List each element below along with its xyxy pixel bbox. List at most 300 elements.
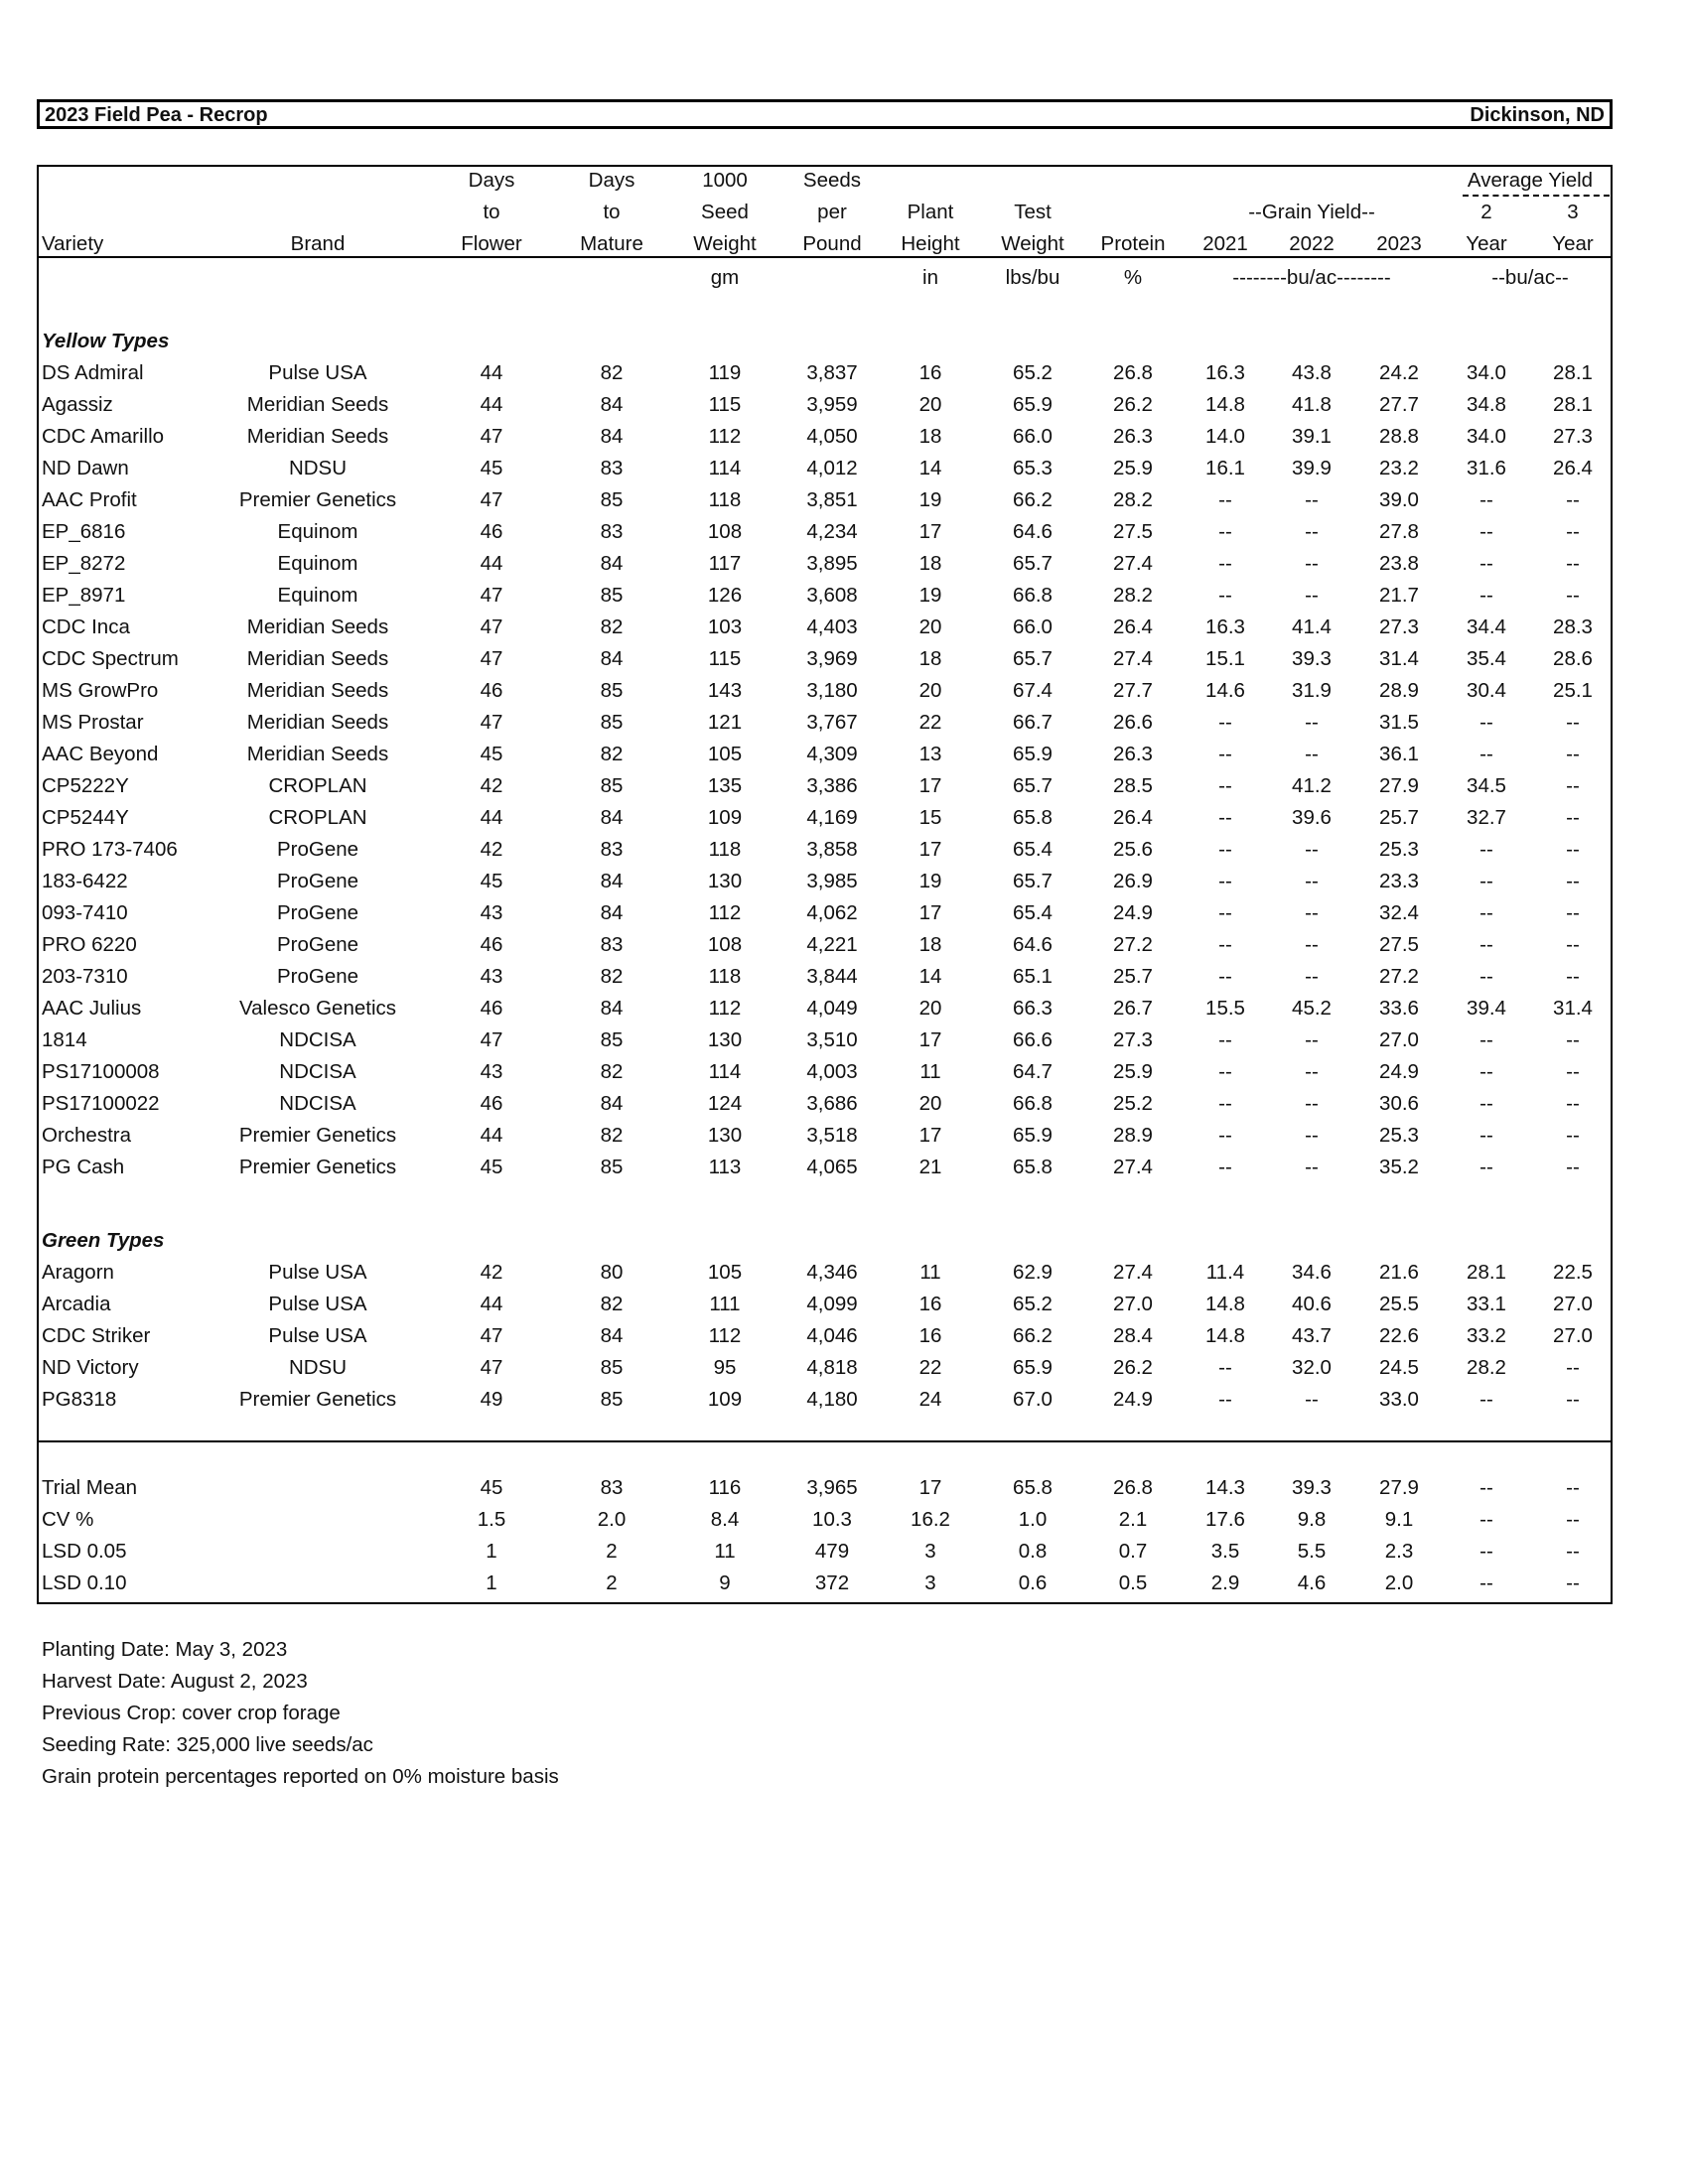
days-to-flower-cell: 47: [480, 1028, 503, 1051]
avg-2-year-cell: --: [1479, 1476, 1493, 1499]
test-weight-cell: 0.6: [1018, 1571, 1048, 1594]
variety-cell: 203-7310: [42, 965, 128, 988]
plant-height-cell: 20: [918, 615, 942, 638]
avg-2-year-cell: --: [1479, 743, 1493, 765]
yield-2021-cell: --: [1218, 552, 1232, 575]
variety-cell: Agassiz: [42, 393, 113, 416]
days-to-flower-cell: 46: [480, 933, 503, 956]
test-weight-cell: 64.6: [1013, 933, 1053, 956]
yield-2022-cell: --: [1305, 743, 1319, 765]
column-header: Days: [588, 169, 635, 192]
days-to-flower-cell: 44: [480, 361, 503, 384]
table-row: [0, 707, 1689, 739]
days-to-mature-cell: 2: [606, 1571, 618, 1594]
days-to-mature-cell: 82: [600, 361, 624, 384]
avg-3-year-cell: --: [1566, 1571, 1580, 1594]
test-weight-cell: 65.4: [1013, 901, 1053, 924]
plant-height-cell: 13: [918, 743, 942, 765]
variety-cell: CP5222Y: [42, 774, 129, 797]
seeds-per-pound-cell: 4,062: [806, 901, 858, 924]
test-weight-cell: 65.1: [1013, 965, 1053, 988]
yield-2022-cell: 39.9: [1292, 457, 1332, 479]
table-row: [0, 1088, 1689, 1120]
plant-height-cell: 20: [918, 679, 942, 702]
plant-height-cell: 16: [918, 361, 942, 384]
seeds-per-pound-cell: 4,234: [806, 520, 858, 543]
seeds-per-pound-cell: 4,309: [806, 743, 858, 765]
days-to-flower-cell: 44: [480, 806, 503, 829]
days-to-mature-cell: 84: [600, 806, 624, 829]
brand-cell: Meridian Seeds: [246, 615, 389, 638]
days-to-mature-cell: 82: [600, 615, 624, 638]
plant-height-cell: 19: [918, 584, 942, 607]
seeds-per-pound-cell: 4,003: [806, 1060, 858, 1083]
variety-cell: Trial Mean: [42, 1476, 138, 1499]
brand-cell: ProGene: [276, 870, 359, 892]
yield-2022-cell: 39.3: [1292, 647, 1332, 670]
test-weight-cell: 66.0: [1013, 425, 1053, 448]
yield-2022-cell: 9.8: [1297, 1508, 1327, 1531]
brand-cell: Equinom: [277, 584, 358, 607]
section-label: Yellow Types: [42, 330, 170, 352]
protein-cell: 27.5: [1113, 520, 1153, 543]
brand-cell: NDCISA: [279, 1092, 356, 1115]
avg-2-year-cell: 34.4: [1467, 615, 1506, 638]
variety-cell: CDC Spectrum: [42, 647, 179, 670]
brand-cell: ProGene: [276, 838, 359, 861]
days-to-flower-cell: 44: [480, 1293, 503, 1315]
days-to-flower-cell: 46: [480, 997, 503, 1020]
test-weight-cell: 65.4: [1013, 838, 1053, 861]
plant-height-cell: 17: [918, 1476, 942, 1499]
test-weight-cell: 66.2: [1013, 488, 1053, 511]
brand-cell: Meridian Seeds: [246, 743, 389, 765]
seed-weight-cell: 118: [708, 488, 742, 511]
avg-2-year-cell: 28.2: [1467, 1356, 1506, 1379]
avg-3-year-cell: --: [1566, 774, 1580, 797]
avg-2-year-cell: --: [1479, 1571, 1493, 1594]
days-to-mature-cell: 83: [600, 933, 624, 956]
yield-2021-cell: --: [1218, 1028, 1232, 1051]
variety-cell: AAC Profit: [42, 488, 137, 511]
yield-2022-cell: --: [1305, 488, 1319, 511]
protein-cell: 26.3: [1113, 425, 1153, 448]
avg-3-year-cell: 28.6: [1553, 647, 1593, 670]
seed-weight-cell: 108: [707, 933, 743, 956]
protein-cell: 25.2: [1113, 1092, 1153, 1115]
protein-cell: 0.5: [1118, 1571, 1148, 1594]
yield-2023-cell: 25.3: [1379, 838, 1419, 861]
days-to-mature-cell: 85: [600, 1156, 624, 1178]
seeds-per-pound-cell: 3,844: [806, 965, 858, 988]
avg-3-year-cell: --: [1566, 1356, 1580, 1379]
yield-2022-cell: 45.2: [1292, 997, 1332, 1020]
days-to-mature-cell: 2.0: [597, 1508, 627, 1531]
days-to-mature-cell: 83: [600, 1476, 624, 1499]
brand-cell: NDSU: [288, 457, 348, 479]
yield-2023-cell: 27.3: [1379, 615, 1419, 638]
table-row: [0, 1257, 1689, 1289]
days-to-flower-cell: 46: [480, 520, 503, 543]
table-row: [0, 1320, 1689, 1352]
days-to-flower-cell: 45: [480, 743, 503, 765]
yield-2022-cell: --: [1305, 711, 1319, 734]
table-row: [0, 516, 1689, 548]
seed-weight-cell: 115: [708, 393, 742, 416]
title-bar: [37, 99, 1613, 129]
avg-3-year-cell: --: [1566, 552, 1580, 575]
yield-2023-cell: 25.5: [1379, 1293, 1419, 1315]
yield-2021-cell: --: [1218, 1388, 1232, 1411]
variety-cell: Arcadia: [42, 1293, 111, 1315]
table-row: [0, 484, 1689, 516]
plant-height-cell: 17: [918, 838, 942, 861]
seed-weight-cell: 9: [719, 1571, 731, 1594]
yield-2023-cell: 23.8: [1379, 552, 1419, 575]
yield-2023-cell: 31.4: [1379, 647, 1419, 670]
avg-3-year-cell: --: [1566, 488, 1580, 511]
brand-cell: Premier Genetics: [238, 1156, 397, 1178]
yield-2023-cell: 27.7: [1379, 393, 1419, 416]
seeds-per-pound-cell: 3,858: [806, 838, 858, 861]
summary-row: [0, 1472, 1689, 1504]
plant-height-cell: 20: [918, 393, 942, 416]
days-to-flower-cell: 44: [480, 552, 503, 575]
days-to-mature-cell: 83: [600, 457, 624, 479]
test-weight-cell: 67.0: [1013, 1388, 1053, 1411]
yield-2022-cell: --: [1305, 520, 1319, 543]
seed-weight-cell: 113: [708, 1156, 742, 1178]
column-header: Variety: [42, 232, 104, 255]
column-header: per: [817, 201, 847, 223]
table-row: [0, 580, 1689, 612]
variety-cell: LSD 0.05: [42, 1540, 127, 1563]
test-weight-cell: 1.0: [1018, 1508, 1048, 1531]
yield-2022-cell: --: [1305, 1060, 1319, 1083]
days-to-mature-cell: 85: [600, 711, 624, 734]
days-to-mature-cell: 83: [600, 838, 624, 861]
variety-cell: PS17100008: [42, 1060, 160, 1083]
test-weight-cell: 65.9: [1013, 393, 1053, 416]
avg-2-year-cell: --: [1479, 901, 1493, 924]
days-to-mature-cell: 85: [600, 1028, 624, 1051]
avg-2-year-cell: 31.6: [1467, 457, 1506, 479]
days-to-flower-cell: 44: [480, 393, 503, 416]
yield-2023-cell: 28.9: [1379, 679, 1419, 702]
yield-2022-cell: 41.4: [1292, 615, 1332, 638]
seed-weight-cell: 109: [707, 806, 743, 829]
yield-2022-cell: --: [1305, 965, 1319, 988]
yield-2023-cell: 23.3: [1379, 870, 1419, 892]
seeds-per-pound-cell: 3,767: [806, 711, 858, 734]
table-row: [0, 1024, 1689, 1056]
yield-2021-cell: --: [1218, 488, 1232, 511]
yield-2021-cell: --: [1218, 1060, 1232, 1083]
column-header: Days: [468, 169, 515, 192]
days-to-mature-cell: 84: [600, 870, 624, 892]
table-row: [0, 739, 1689, 770]
plant-height-cell: 19: [918, 488, 942, 511]
unit-label: --------bu/ac--------: [1232, 266, 1391, 289]
yield-2021-cell: --: [1218, 774, 1232, 797]
days-to-mature-cell: 82: [600, 1124, 624, 1147]
avg-2-year-cell: --: [1479, 838, 1493, 861]
seed-weight-cell: 95: [713, 1356, 737, 1379]
avg-3-year-cell: --: [1566, 584, 1580, 607]
yield-2021-cell: 16.3: [1205, 615, 1245, 638]
variety-cell: AAC Beyond: [42, 743, 159, 765]
days-to-mature-cell: 84: [600, 1092, 624, 1115]
plant-height-cell: 18: [918, 552, 942, 575]
seeds-per-pound-cell: 372: [814, 1571, 850, 1594]
yield-2022-cell: --: [1305, 901, 1319, 924]
seeds-per-pound-cell: 4,012: [806, 457, 858, 479]
days-to-flower-cell: 46: [480, 1092, 503, 1115]
avg-3-year-cell: --: [1566, 933, 1580, 956]
yield-2023-cell: 33.6: [1379, 997, 1419, 1020]
seed-weight-cell: 114: [708, 457, 742, 479]
avg-2-year-cell: --: [1479, 520, 1493, 543]
seeds-per-pound-cell: 3,895: [806, 552, 858, 575]
test-weight-cell: 65.2: [1013, 1293, 1053, 1315]
avg-2-year-cell: --: [1479, 711, 1493, 734]
seed-weight-cell: 111: [709, 1293, 741, 1315]
avg-2-year-cell: --: [1479, 933, 1493, 956]
column-header: Plant: [907, 201, 954, 223]
yield-2023-cell: 39.0: [1379, 488, 1419, 511]
seeds-per-pound-cell: 4,169: [806, 806, 858, 829]
days-to-flower-cell: 45: [480, 457, 503, 479]
yield-2022-cell: 40.6: [1292, 1293, 1332, 1315]
plant-height-cell: 22: [918, 1356, 942, 1379]
brand-cell: Premier Genetics: [238, 488, 397, 511]
days-to-mature-cell: 85: [600, 774, 624, 797]
yield-2023-cell: 35.2: [1379, 1156, 1419, 1178]
avg-2-year-cell: 32.7: [1467, 806, 1506, 829]
yield-2022-cell: --: [1305, 1092, 1319, 1115]
plant-height-cell: 16: [918, 1324, 942, 1347]
plant-height-cell: 14: [918, 457, 942, 479]
seed-weight-cell: 130: [707, 870, 743, 892]
column-header: 2022: [1289, 232, 1335, 255]
test-weight-cell: 64.7: [1013, 1060, 1053, 1083]
brand-cell: Pulse USA: [268, 1261, 367, 1284]
brand-cell: Pulse USA: [268, 361, 367, 384]
protein-cell: 28.2: [1113, 488, 1153, 511]
days-to-flower-cell: 45: [480, 870, 503, 892]
test-weight-cell: 65.9: [1013, 743, 1053, 765]
seeds-per-pound-cell: 4,403: [806, 615, 858, 638]
yield-2021-cell: --: [1218, 584, 1232, 607]
unit-label: gm: [710, 266, 740, 289]
days-to-mature-cell: 80: [600, 1261, 624, 1284]
column-header: Protein: [1100, 232, 1166, 255]
column-header: Height: [901, 232, 960, 255]
avg-2-year-cell: 33.2: [1467, 1324, 1506, 1347]
brand-cell: ProGene: [276, 901, 359, 924]
brand-cell: Premier Genetics: [238, 1124, 397, 1147]
plant-height-cell: 17: [918, 901, 942, 924]
yield-2023-cell: 24.5: [1379, 1356, 1419, 1379]
seeds-per-pound-cell: 4,346: [806, 1261, 858, 1284]
yield-2021-cell: 14.8: [1205, 1324, 1245, 1347]
yield-2022-cell: --: [1305, 870, 1319, 892]
yield-2021-cell: --: [1218, 711, 1232, 734]
seeds-per-pound-cell: 4,818: [806, 1356, 858, 1379]
yield-2023-cell: 33.0: [1379, 1388, 1419, 1411]
test-weight-cell: 65.7: [1013, 774, 1053, 797]
seed-weight-cell: 112: [708, 1324, 742, 1347]
plant-height-cell: 20: [918, 997, 942, 1020]
avg-3-year-cell: --: [1566, 806, 1580, 829]
table-row: [0, 675, 1689, 707]
days-to-mature-cell: 84: [600, 1324, 624, 1347]
yield-2023-cell: 27.8: [1379, 520, 1419, 543]
days-to-mature-cell: 82: [600, 965, 624, 988]
seed-weight-cell: 109: [707, 1388, 743, 1411]
section-heading: [0, 326, 1689, 357]
column-header: 2023: [1376, 232, 1422, 255]
protein-cell: 28.4: [1113, 1324, 1153, 1347]
variety-cell: PRO 173-7406: [42, 838, 178, 861]
column-header: 1000: [702, 169, 748, 192]
brand-cell: ProGene: [276, 933, 359, 956]
seed-weight-cell: 130: [707, 1028, 743, 1051]
test-weight-cell: 66.2: [1013, 1324, 1053, 1347]
yield-2021-cell: 14.8: [1205, 393, 1245, 416]
test-weight-cell: 62.9: [1013, 1261, 1053, 1284]
column-header: Year: [1552, 232, 1594, 255]
days-to-flower-cell: 47: [480, 647, 503, 670]
section-label: Green Types: [42, 1229, 165, 1252]
days-to-mature-cell: 85: [600, 488, 624, 511]
variety-cell: 093-7410: [42, 901, 128, 924]
yield-2022-cell: --: [1305, 584, 1319, 607]
seed-weight-cell: 121: [707, 711, 743, 734]
seed-weight-cell: 11: [714, 1540, 736, 1563]
avg-3-year-cell: 27.0: [1553, 1324, 1593, 1347]
protein-cell: 25.6: [1113, 838, 1153, 861]
seeds-per-pound-cell: 4,065: [806, 1156, 858, 1178]
days-to-flower-cell: 47: [480, 1356, 503, 1379]
brand-cell: NDCISA: [279, 1028, 356, 1051]
test-weight-cell: 0.8: [1018, 1540, 1048, 1563]
section-heading: [0, 1225, 1689, 1257]
protein-cell: 26.4: [1113, 615, 1153, 638]
test-weight-cell: 65.8: [1013, 1476, 1053, 1499]
plant-height-cell: 11: [919, 1060, 941, 1083]
yield-2022-cell: --: [1305, 1028, 1319, 1051]
yield-2021-cell: --: [1218, 1092, 1232, 1115]
days-to-flower-cell: 43: [480, 901, 503, 924]
seed-weight-cell: 119: [708, 361, 742, 384]
yield-2021-cell: --: [1218, 870, 1232, 892]
yield-2021-cell: 16.3: [1205, 361, 1245, 384]
protein-cell: 25.9: [1113, 457, 1153, 479]
unit-label: lbs/bu: [1005, 266, 1060, 289]
header-units: [0, 262, 1689, 294]
seed-weight-cell: 112: [708, 997, 742, 1020]
table-row: [0, 357, 1689, 389]
yield-2021-cell: 3.5: [1210, 1540, 1240, 1563]
avg-2-year-cell: 34.0: [1467, 361, 1506, 384]
avg-3-year-cell: --: [1566, 1092, 1580, 1115]
days-to-flower-cell: 47: [480, 584, 503, 607]
plant-height-cell: 17: [918, 520, 942, 543]
yield-2022-cell: 39.1: [1292, 425, 1332, 448]
avg-3-year-cell: --: [1566, 743, 1580, 765]
protein-cell: 24.9: [1113, 901, 1153, 924]
days-to-mature-cell: 85: [600, 1356, 624, 1379]
table-row: [0, 1120, 1689, 1152]
avg-3-year-cell: --: [1566, 1540, 1580, 1563]
table-row: [0, 1289, 1689, 1320]
brand-cell: Meridian Seeds: [246, 393, 389, 416]
summary-row: [0, 1536, 1689, 1568]
yield-2022-cell: 43.8: [1292, 361, 1332, 384]
yield-2023-cell: 24.9: [1379, 1060, 1419, 1083]
yield-2021-cell: --: [1218, 965, 1232, 988]
yield-2022-cell: 39.3: [1292, 1476, 1332, 1499]
seed-weight-cell: 124: [707, 1092, 743, 1115]
test-weight-cell: 65.3: [1013, 457, 1053, 479]
brand-cell: Valesco Genetics: [238, 997, 397, 1020]
protein-cell: 28.5: [1113, 774, 1153, 797]
table-row: [0, 1056, 1689, 1088]
unit-label: --bu/ac--: [1491, 266, 1569, 289]
seeds-per-pound-cell: 3,837: [806, 361, 858, 384]
yield-2023-cell: 36.1: [1379, 743, 1419, 765]
plant-height-cell: 18: [918, 933, 942, 956]
plant-height-cell: 3: [924, 1540, 936, 1563]
plant-height-cell: 14: [918, 965, 942, 988]
yield-2023-cell: 9.1: [1384, 1508, 1414, 1531]
column-header: Average Yield: [1467, 169, 1594, 192]
protein-cell: 27.3: [1113, 1028, 1153, 1051]
variety-cell: CDC Striker: [42, 1324, 151, 1347]
days-to-flower-cell: 47: [480, 711, 503, 734]
yield-2023-cell: 21.7: [1379, 584, 1419, 607]
brand-cell: ProGene: [276, 965, 359, 988]
planting-date-note: Planting Date: May 3, 2023: [42, 1638, 288, 1661]
table-row: [0, 961, 1689, 993]
test-weight-cell: 65.8: [1013, 1156, 1053, 1178]
plant-height-cell: 16: [918, 1293, 942, 1315]
yield-2022-cell: 43.7: [1292, 1324, 1332, 1347]
plant-height-cell: 24: [918, 1388, 942, 1411]
seeds-per-pound-cell: 3,608: [806, 584, 858, 607]
yield-2023-cell: 2.3: [1384, 1540, 1414, 1563]
plant-height-cell: 17: [918, 1124, 942, 1147]
yield-2023-cell: 27.9: [1379, 1476, 1419, 1499]
avg-2-year-cell: --: [1479, 1540, 1493, 1563]
seed-weight-cell: 105: [707, 1261, 743, 1284]
column-header: Test: [1014, 201, 1052, 223]
test-weight-cell: 67.4: [1013, 679, 1053, 702]
avg-3-year-cell: 26.4: [1553, 457, 1593, 479]
protein-cell: 28.2: [1113, 584, 1153, 607]
test-weight-cell: 66.0: [1013, 615, 1053, 638]
days-to-mature-cell: 84: [600, 552, 624, 575]
report-location: Dickinson, ND: [1470, 104, 1605, 126]
seeds-per-pound-cell: 3,518: [806, 1124, 858, 1147]
yield-2021-cell: --: [1218, 1124, 1232, 1147]
days-to-flower-cell: 42: [480, 1261, 503, 1284]
seed-weight-cell: 126: [707, 584, 743, 607]
seeds-per-pound-cell: 3,180: [806, 679, 858, 702]
avg-2-year-cell: --: [1479, 965, 1493, 988]
test-weight-cell: 65.9: [1013, 1124, 1053, 1147]
